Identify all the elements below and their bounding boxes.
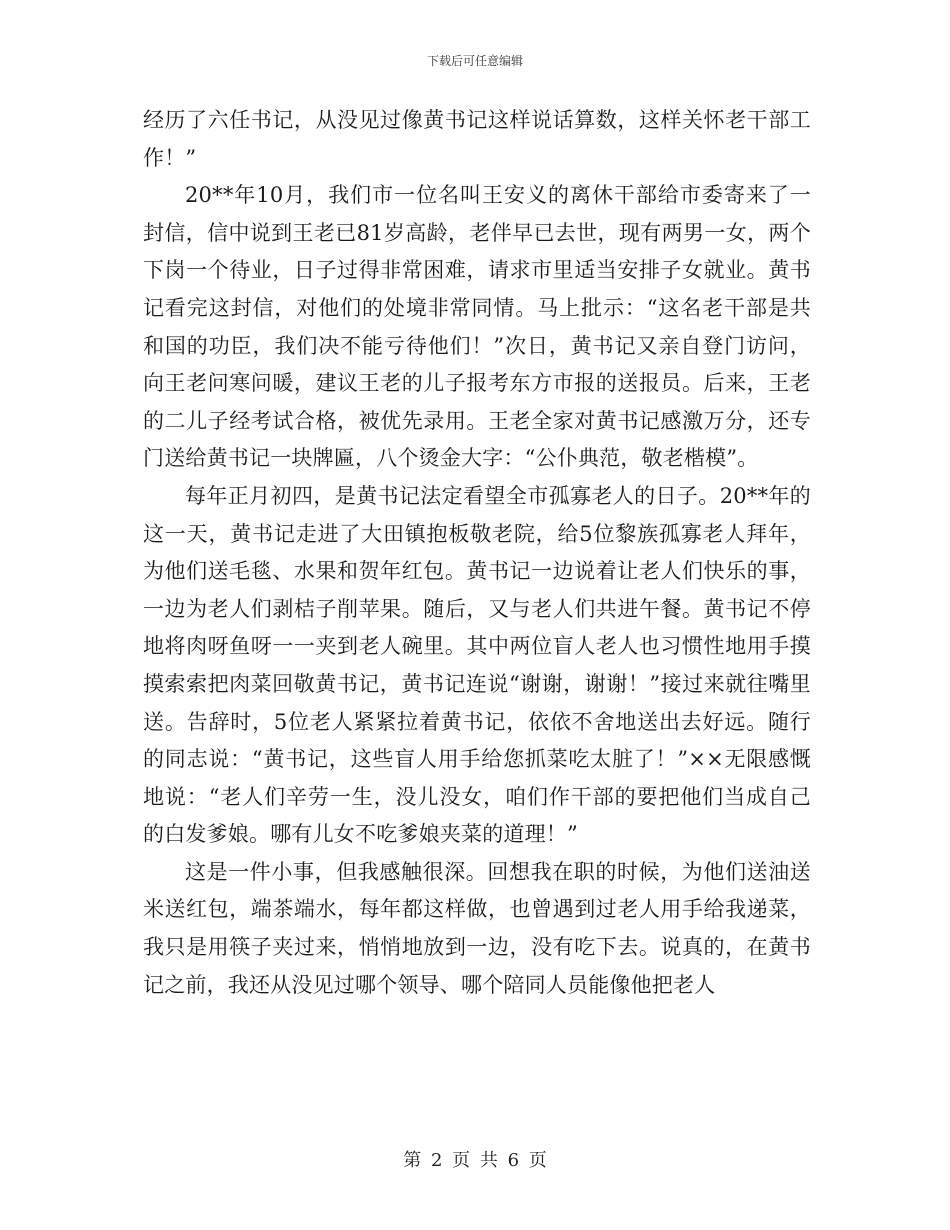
document-body <box>143 102 811 1004</box>
paragraph-nursing-home-visit: 每年正月初四，是黄书记法定看望全市孤寡老人的日子。20**年的这一天，黄书记走进了大田镇抱板敬老院，给5位黎族孤寡老人拜年，为他们送毛毯、水果和贺年红包。黄书记一边说着让老人们快乐的事，一边为老人们剥桔子削苹果。随后，又与老人们共进午餐。黄书记不停地将肉呀鱼呀一一夹到老人碗里。其中两位盲人老人也习惯性地用手摸摸索索把肉菜回敬黄书记，黄书记连说“谢谢，谢谢！”接过来就往嘴里送。告辞时，5位老人紧紧拉着黄书记，依依不舍地送出去好远。随行的同志说：“黄书记，这些盲人用手给您抓菜吃太脏了！”××无限感慨地说：“老人们辛劳一生，没儿没女，咱们作干部的要把他们当成自己的白发爹娘。哪有儿女不吃爹娘夹菜的道理！” <box>143 483 811 847</box>
paragraph-letter-story: 20**年10月，我们市一位名叫王安义的离休干部给市委寄来了一封信，信中说到王老已81岁高龄，老伴早已去世，现有两男一女，两个下岗一个待业，日子过得非常困难，请求市里适当安排子女就业。黄书记看完这封信，对他们的处境非常同情。马上批示：“这名老干部是共和国的功臣，我们决不能亏待他们！”次日，黄书记又亲自登门访问，向王老问寒问暖，建议王老的儿子报考东方市报的送报员。后来，王老的二儿子经考试合格，被优先录用。王老全家对黄书记感激万分，还专门送给黄书记一块牌匾，八个烫金大字：“公仆典范，敬老楷模”。 <box>143 183 811 471</box>
page-number: 第 2 页 共 6 页 <box>403 1150 547 1171</box>
page-header-note: 下载后可任意编辑 <box>426 54 523 68</box>
paragraph-continuation: 经历了六任书记，从没见过像黄书记这样说话算数，这样关怀老干部工作！” <box>143 108 811 170</box>
paragraph-reflection: 这是一件小事，但我感触很深。回想我在职的时候，为他们送油送米送红包，端茶端水，每年都这样做，也曾遇到过老人用手给我递菜，我只是用筷子夹过来，悄悄地放到一边，没有吃下去。说真的，在黄书记之前，我还从没见过哪个领导、哪个陪同人员能像他把老人 <box>143 859 811 997</box>
